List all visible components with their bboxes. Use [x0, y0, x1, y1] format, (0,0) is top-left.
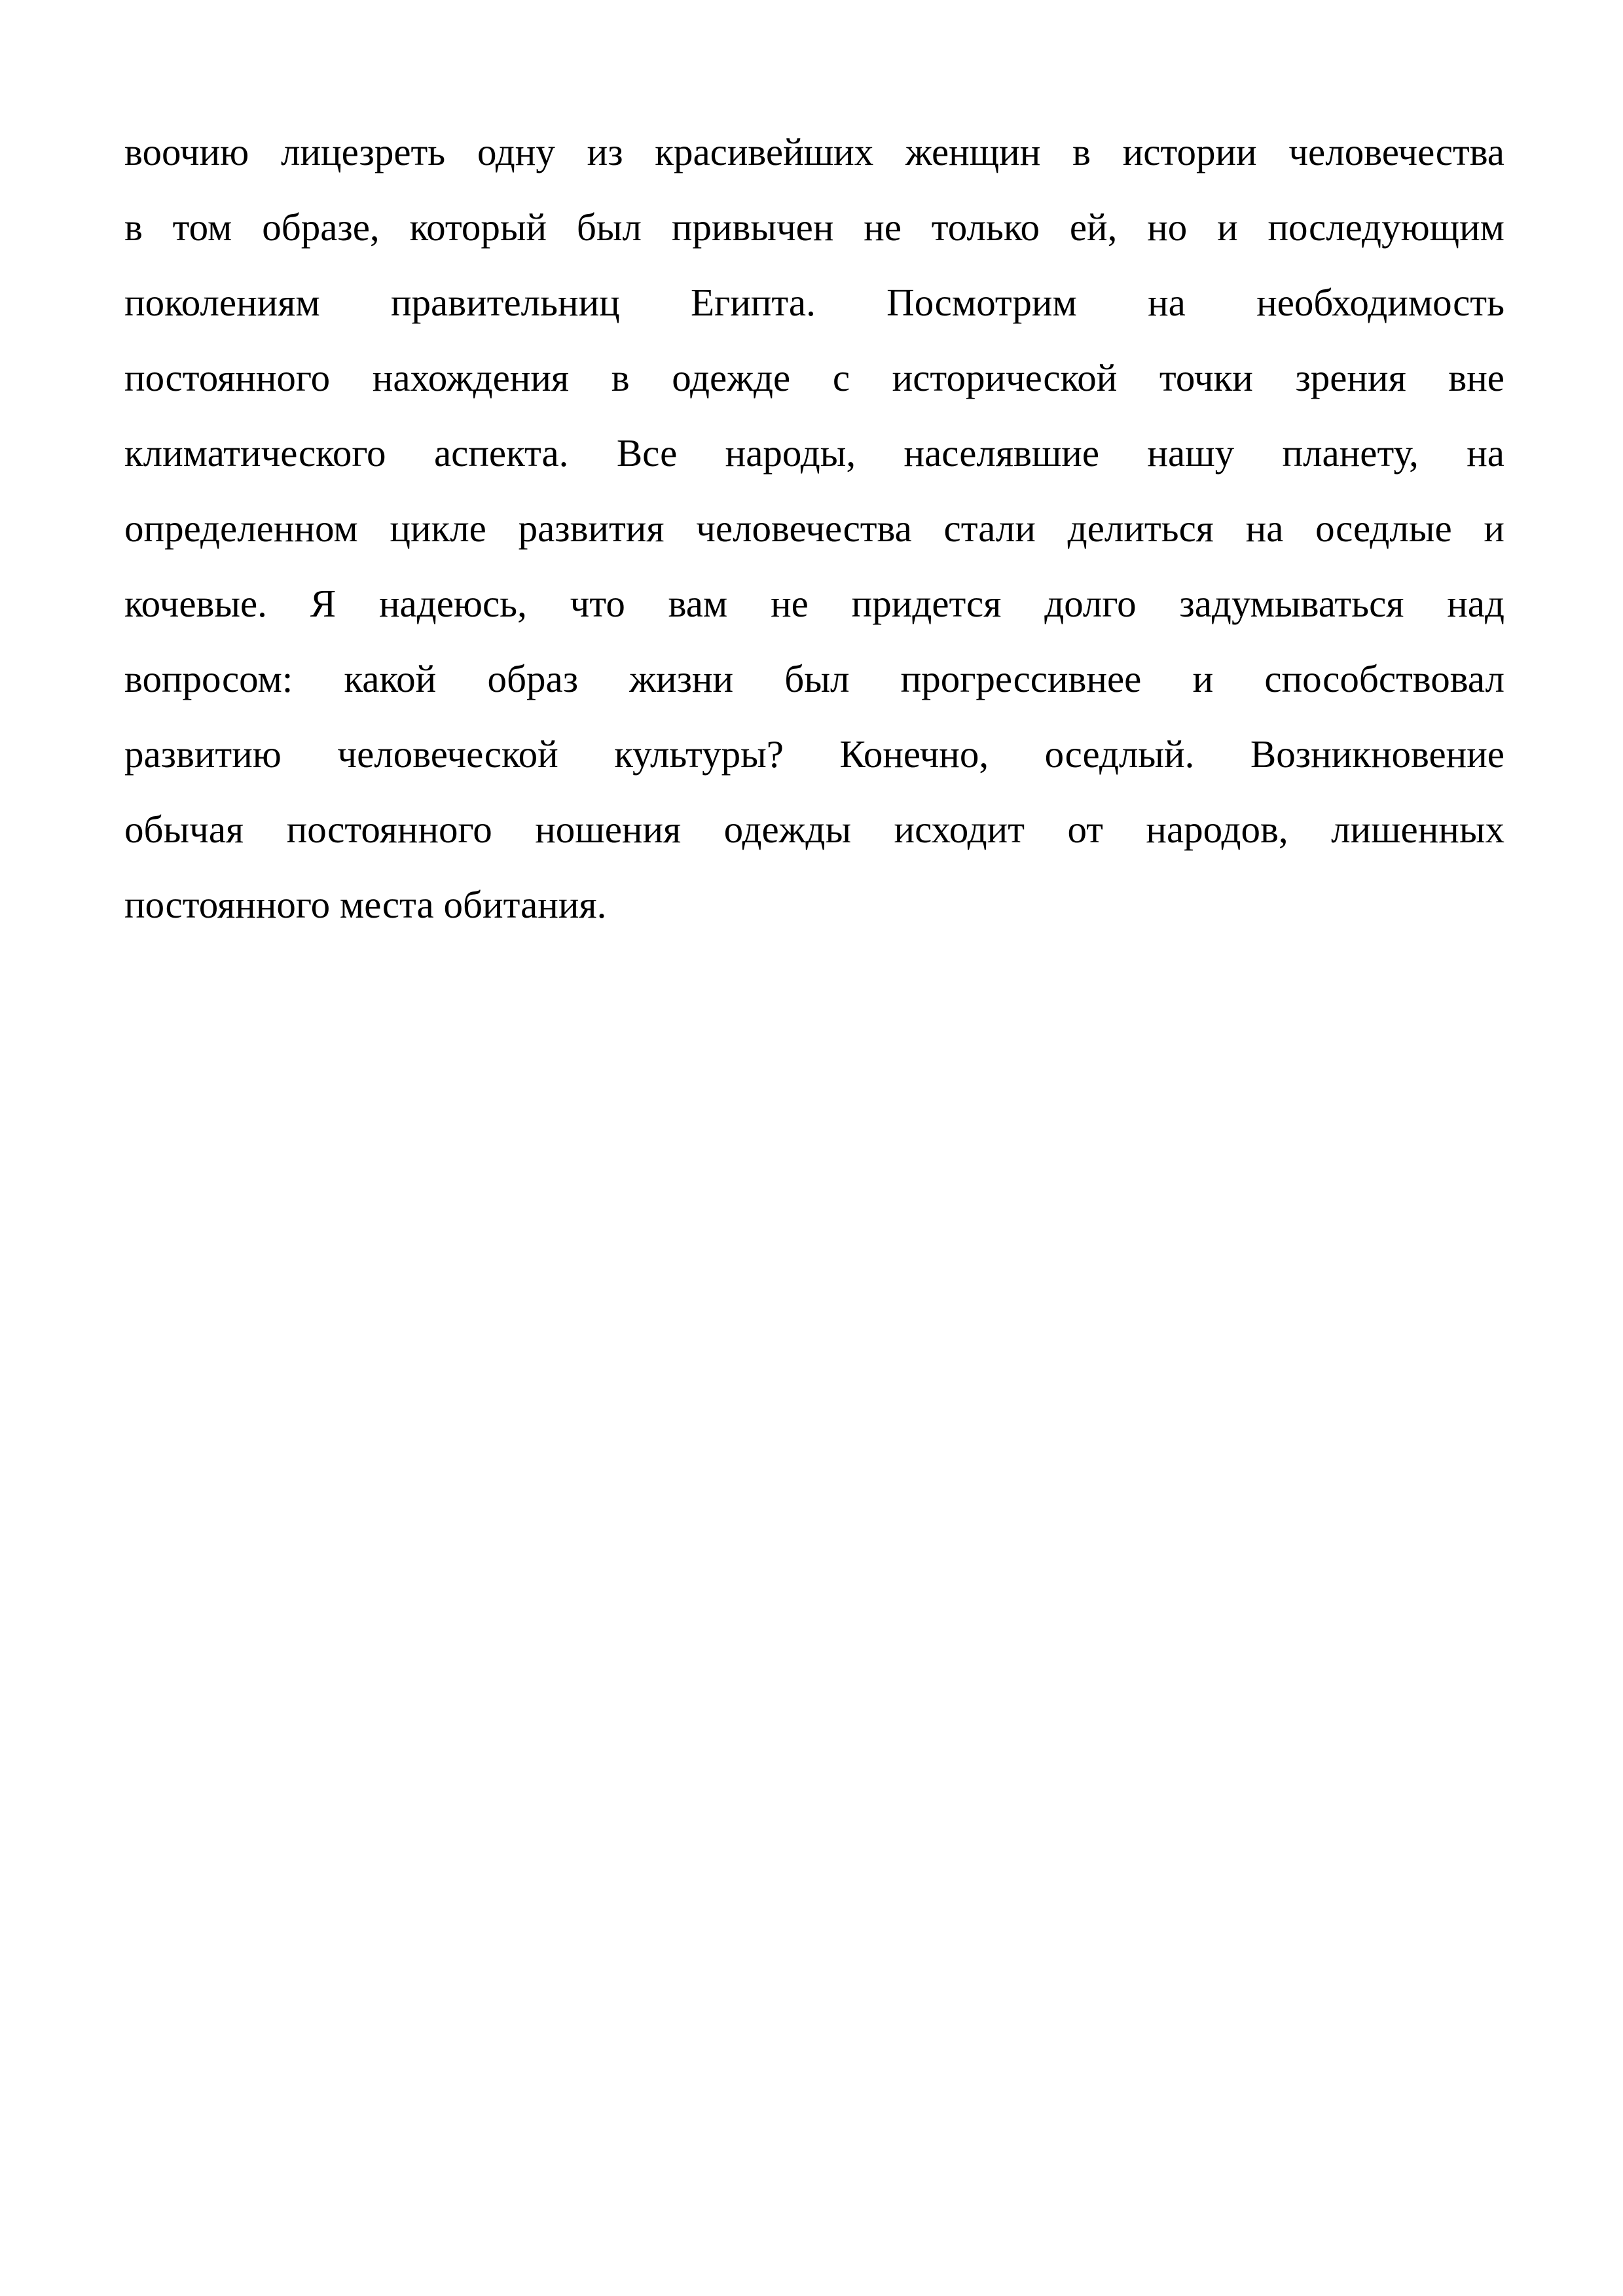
paragraph-line: обычая постоянного ношения одежды исходит от народов, лишенных [124, 808, 1504, 851]
paragraph-line: определенном цикле развития человечества стали делиться на оседлые и [124, 507, 1504, 550]
paragraph-line: поколениям правительниц Египта. Посмотрим на необходимость [124, 281, 1504, 324]
paragraph-line-last: постоянного места обитания. [124, 883, 607, 926]
paragraph-line: воочию лицезреть одну из красивейших женщин в истории человечества [124, 130, 1504, 173]
paragraph-line: вопросом: какой образ жизни был прогрессивнее и способствовал [124, 657, 1504, 700]
paragraph-line: климатического аспекта. Все народы, населявшие нашу планету, на [124, 431, 1504, 475]
paragraph-line: постоянного нахождения в одежде с исторической точки зрения вне [124, 356, 1504, 399]
paragraph-line: развитию человеческой культуры? Конечно, оседлый. Возникновение [124, 732, 1504, 776]
paragraph-line: кочевые. Я надеюсь, что вам не придется долго задумываться над [124, 582, 1504, 625]
paragraph-line: в том образе, который был привычен не только ей, но и последующим [124, 206, 1504, 249]
body-paragraph [124, 115, 1504, 942]
